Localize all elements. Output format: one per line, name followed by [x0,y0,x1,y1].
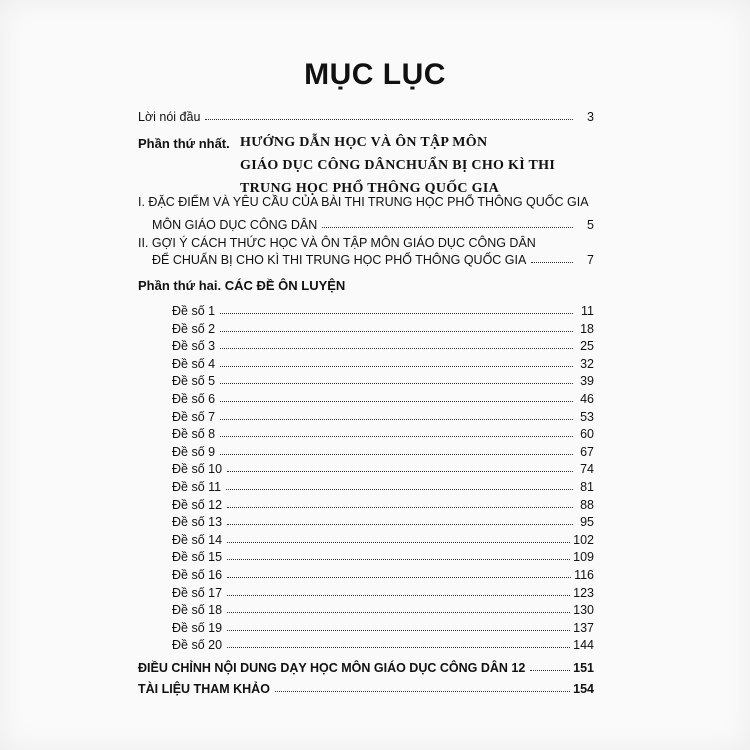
toc-entry-label: Đề số 20 [172,638,223,653]
dot-leader [227,558,570,560]
dot-leader [220,435,573,437]
dot-leader [220,453,573,455]
toc-entry-label: Đề số 13 [172,515,223,530]
toc-entry-page: 130 [573,603,594,618]
dot-leader [227,646,570,648]
toc-entry-page: 88 [580,497,594,512]
dot-leader [530,669,570,671]
section-1-line1: I. ĐẶC ĐIỂM VÀ YÊU CẦU CỦA BÀI THI TRUNG HỌC PHỔ THÔNG QUỐC GIA [138,195,589,209]
dot-leader [227,611,570,613]
toc-entry-label: Đề số 17 [172,585,223,600]
part1-title-line3: TRUNG HỌC PHỔ THÔNG QUỐC GIA [240,181,499,196]
toc-entry-label: Lời nói đầu [138,110,201,124]
toc-entry-page: 3 [587,110,594,124]
toc-entry-page: 81 [580,480,594,494]
toc-entry-page: 60 [580,427,594,442]
toc-entry-label: Đề số 1 [172,304,216,318]
dot-leader [220,400,573,402]
toc-entry-label: Đề số 14 [172,532,223,547]
toc-entry-page: 123 [573,585,594,600]
toc-entry-label: Đề số 15 [172,550,223,565]
toc-entry-page: 116 [574,568,594,582]
toc-entry-label: ĐIỀU CHỈNH NỘI DUNG DẠY HỌC MÔN GIÁO DỤC CÔNG DÂN 12 [138,661,526,675]
dot-leader [227,506,573,508]
toc-entry-section-2[interactable] [152,247,594,267]
part1-prefix: Phần thứ nhất. [138,136,230,151]
toc-entry-page: 25 [580,339,594,354]
toc-entry-page: 46 [580,392,594,406]
dot-leader [220,312,573,314]
toc-entry-page: 7 [587,253,594,267]
dot-leader [227,576,571,578]
toc-entry-page: 11 [581,304,594,318]
toc-entry-page: 5 [587,218,594,232]
toc-entry-adjustment[interactable] [138,655,594,675]
toc-entry-page: 67 [580,444,594,459]
toc-entry-label: Đề số 10 [172,462,223,477]
dot-leader [226,488,573,490]
dot-leader [220,382,573,384]
toc-entry-label: TÀI LIỆU THAM KHẢO [138,682,270,696]
toc-entry-page: 137 [573,620,594,635]
toc-entry-label: Đề số 16 [172,568,223,582]
dot-leader [275,690,570,692]
toc-entry-page: 102 [573,532,594,547]
toc-entry-section-1[interactable] [152,212,594,232]
toc-entry-page: 154 [573,682,594,696]
toc-entry-label: ĐỂ CHUẨN BỊ CHO KÌ THI TRUNG HỌC PHỔ THÔNG QUỐC GIA [152,253,527,267]
part1-title-line2: GIÁO DỤC CÔNG DÂNCHUẨN BỊ CHO KÌ THI [240,158,556,173]
part2-heading: Phần thứ hai. CÁC ĐỀ ÔN LUYỆN [138,278,346,293]
toc-entry-label: Đề số 8 [172,427,216,442]
toc-entry-label: Đề số 12 [172,497,223,512]
toc-entry-preface[interactable] [138,104,594,124]
dot-leader [227,629,570,631]
page-title: MỤC LỤC [304,58,446,91]
toc-entry-label: MÔN GIÁO DỤC CÔNG DÂN [152,218,318,232]
toc-entry-page: 95 [580,515,594,530]
dot-leader [227,594,570,596]
toc-entry-label: Đề số 9 [172,444,216,459]
dot-leader [227,470,573,472]
toc-entry-page: 32 [580,356,594,371]
toc-entry-label: Đề số 2 [172,321,216,336]
dot-leader [205,118,573,120]
toc-entry-label: Đề số 18 [172,603,223,618]
toc-entry-label: Đề số 3 [172,339,216,354]
toc-entry-references[interactable] [138,676,594,696]
toc-entry-label: Đề số 6 [172,392,216,406]
toc-entry-label: Đề số 5 [172,374,216,389]
toc-entry-page: 151 [573,661,594,675]
dot-leader [227,541,570,543]
dot-leader [220,365,573,367]
toc-entry-page: 144 [573,638,594,653]
toc-entry-label: Đề số 7 [172,409,216,424]
toc-entry-exam[interactable] [172,632,594,652]
toc-entry-page: 74 [580,462,594,477]
part1-title-line1: HƯỚNG DẪN HỌC VÀ ÔN TẬP MÔN [240,135,488,150]
toc-entry-label: Đề số 11 [172,480,222,494]
toc-entry-page: 39 [580,374,594,389]
toc-entry-label: Đề số 4 [172,356,216,371]
dot-leader [220,347,573,349]
dot-leader [220,418,573,420]
toc-entry-page: 109 [573,550,594,565]
toc-entry-label: Đề số 19 [172,620,223,635]
dot-leader [220,330,573,332]
dot-leader [322,226,573,228]
section-2-line1: II. GỢI Ý CÁCH THỨC HỌC VÀ ÔN TẬP MÔN GIÁO DỤC CÔNG DÂN [138,236,536,250]
dot-leader [227,523,573,525]
toc-entry-page: 53 [580,409,594,424]
dot-leader [531,261,573,263]
toc-entry-page: 18 [580,321,594,336]
